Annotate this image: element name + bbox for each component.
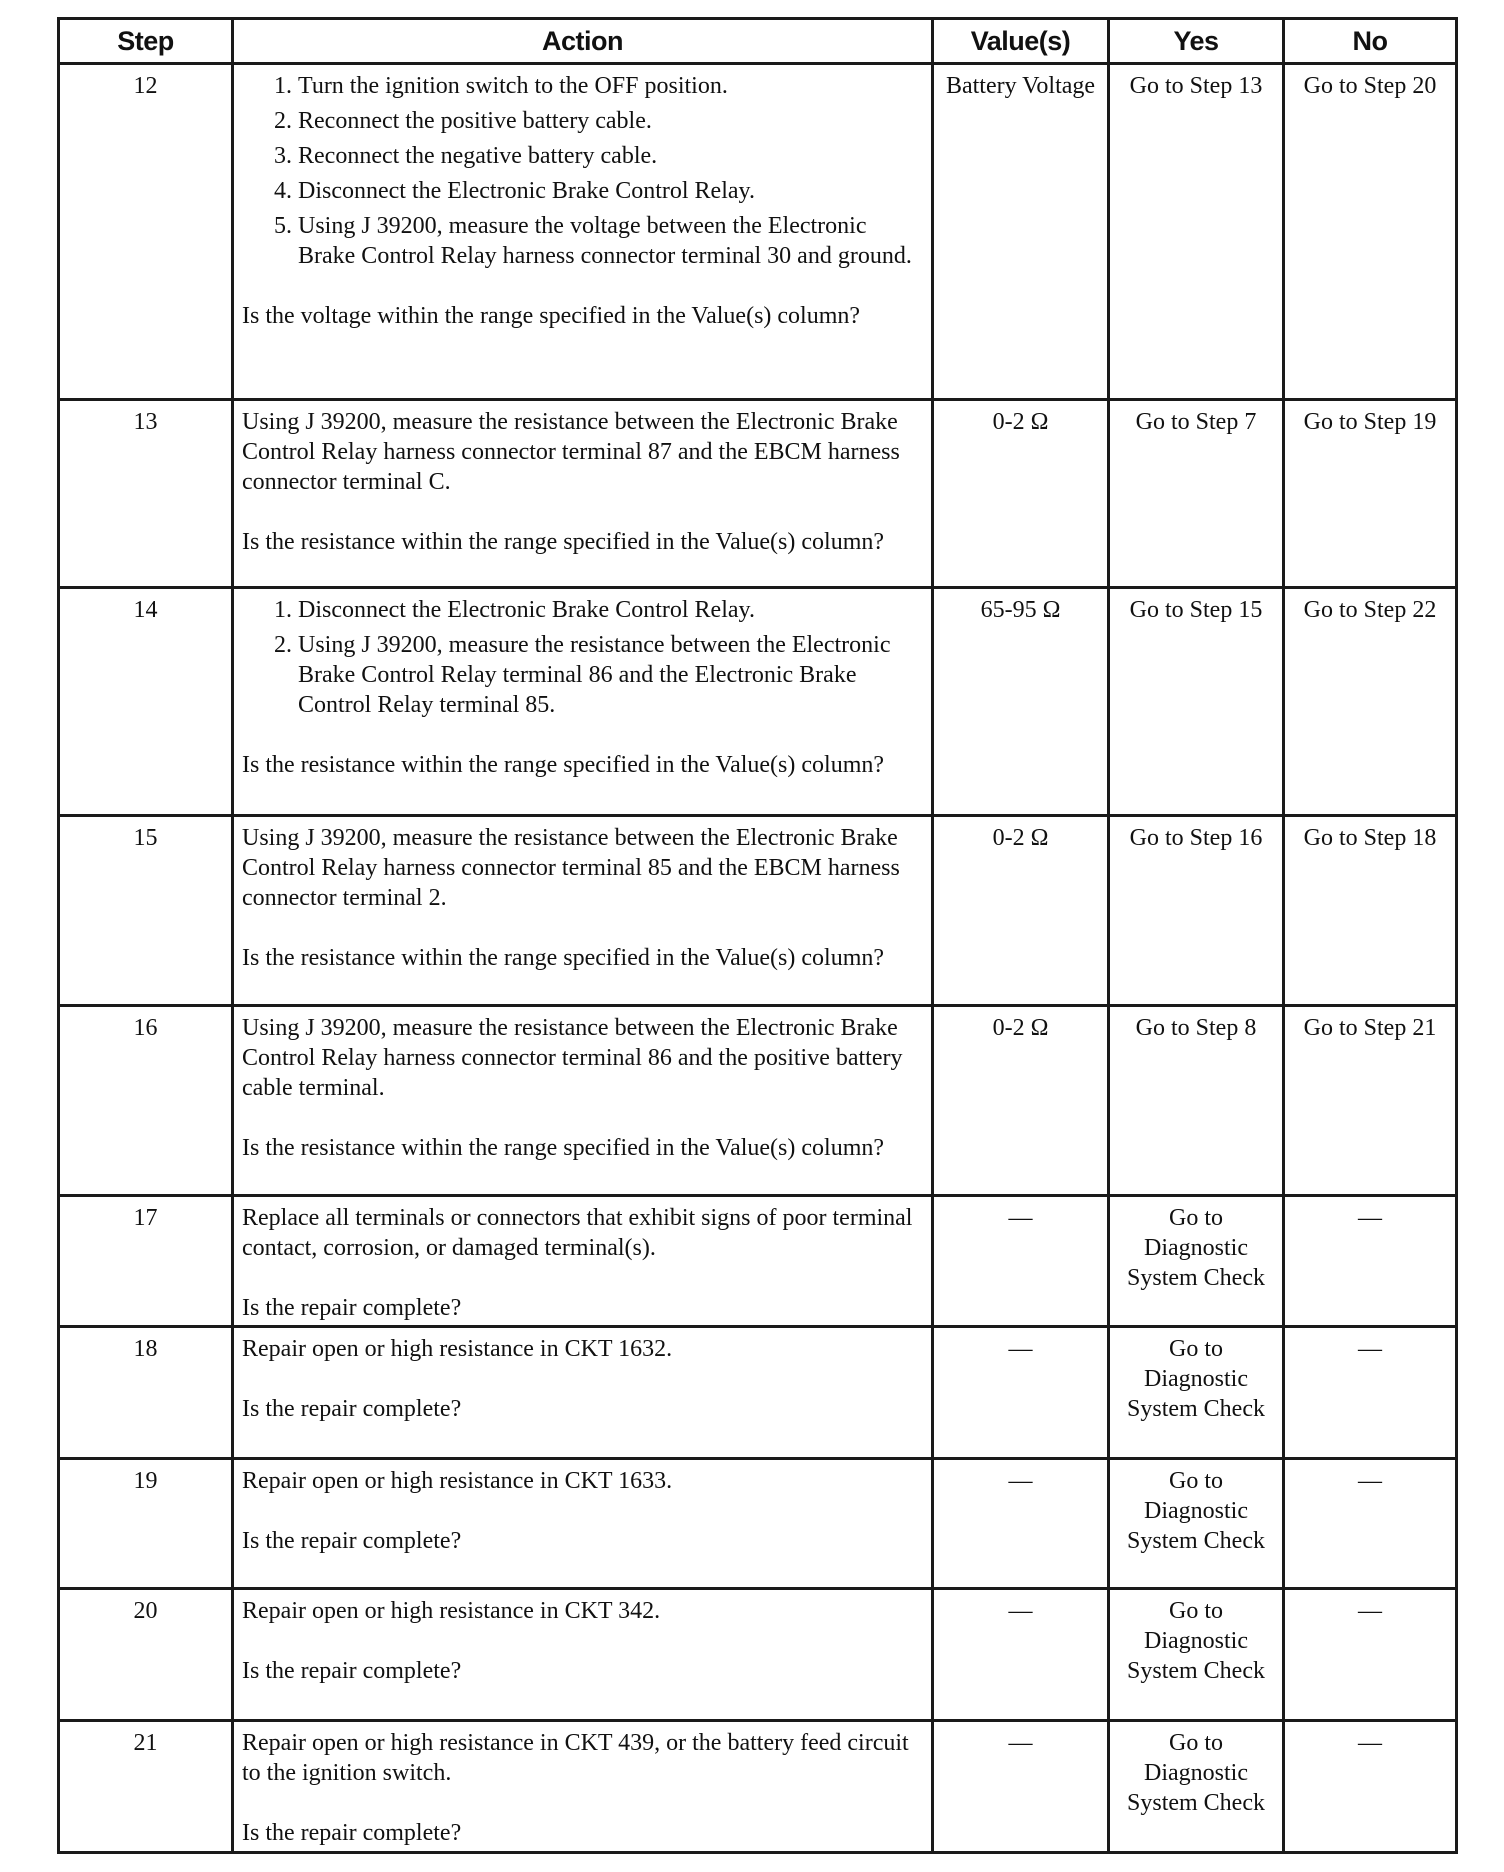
yes-cell: Go to Diagnostic System Check xyxy=(1109,1589,1284,1721)
action-text: Using J 39200, measure the resistance between the Electronic Brake Control Relay harness connector terminal 85 and the EBCM harness connector terminal 2. xyxy=(242,825,900,911)
action-cell xyxy=(233,1196,933,1327)
action-cell xyxy=(233,1327,933,1459)
step-number: 21 xyxy=(59,1721,233,1853)
action-question: Is the repair complete? xyxy=(242,1528,462,1554)
action-text: Using J 39200, measure the resistance between the Electronic Brake Control Relay harness connector terminal 87 and the EBCM harness connector terminal C. xyxy=(242,409,900,495)
header-no: No xyxy=(1284,19,1457,64)
value-cell: Battery Voltage xyxy=(933,64,1109,400)
action-question: Is the repair complete? xyxy=(242,1396,462,1422)
no-cell: Go to Step 21 xyxy=(1284,1006,1457,1196)
step-number: 16 xyxy=(59,1006,233,1196)
action-step: 2. Reconnect the positive battery cable. xyxy=(298,106,923,136)
action-step: 3. Reconnect the negative battery cable. xyxy=(298,141,923,171)
action-step: 5. Using J 39200, measure the voltage between the Electronic Brake Control Relay harness connector terminal 30 and ground. xyxy=(298,211,923,271)
action-question: Is the repair complete? xyxy=(242,1295,462,1321)
yes-cell: Go to Diagnostic System Check xyxy=(1109,1327,1284,1459)
yes-cell: Go to Diagnostic System Check xyxy=(1109,1196,1284,1327)
action-text: Repair open or high resistance in CKT 439, or the battery feed circuit to the ignition switch. xyxy=(242,1730,909,1786)
step-number: 13 xyxy=(59,400,233,588)
yes-cell: Go to Step 15 xyxy=(1109,588,1284,816)
table-row xyxy=(59,1459,1457,1589)
action-question: Is the resistance within the range specified in the Value(s) column? xyxy=(242,529,885,555)
table-row xyxy=(59,1327,1457,1459)
table-row xyxy=(59,400,1457,588)
no-cell: — xyxy=(1284,1459,1457,1589)
action-cell xyxy=(233,64,933,400)
action-question: Is the repair complete? xyxy=(242,1820,462,1846)
table-row xyxy=(59,1006,1457,1196)
action-question: Is the resistance within the range specified in the Value(s) column? xyxy=(242,752,885,778)
step-number: 17 xyxy=(59,1196,233,1327)
action-cell xyxy=(233,1589,933,1721)
action-step: 4. Disconnect the Electronic Brake Control Relay. xyxy=(298,176,923,206)
header-yes: Yes xyxy=(1109,19,1284,64)
no-cell: — xyxy=(1284,1327,1457,1459)
table-row xyxy=(59,1721,1457,1853)
no-cell: — xyxy=(1284,1589,1457,1721)
step-number: 19 xyxy=(59,1459,233,1589)
yes-cell: Go to Diagnostic System Check xyxy=(1109,1459,1284,1589)
action-cell xyxy=(233,1006,933,1196)
action-text: Repair open or high resistance in CKT 342. xyxy=(242,1598,661,1624)
action-text: Using J 39200, measure the resistance between the Electronic Brake Control Relay harness connector terminal 86 and the positive battery cable terminal. xyxy=(242,1015,903,1101)
action-cell xyxy=(233,1459,933,1589)
action-step: 1. Turn the ignition switch to the OFF position. xyxy=(298,71,923,101)
value-cell: — xyxy=(933,1196,1109,1327)
value-cell: 0-2 Ω xyxy=(933,400,1109,588)
action-cell xyxy=(233,1721,933,1853)
value-cell: — xyxy=(933,1459,1109,1589)
action-question: Is the repair complete? xyxy=(242,1658,462,1684)
step-number: 14 xyxy=(59,588,233,816)
no-cell: — xyxy=(1284,1196,1457,1327)
value-cell: 0-2 Ω xyxy=(933,1006,1109,1196)
action-step: 1. Disconnect the Electronic Brake Control Relay. xyxy=(298,595,923,625)
action-steps-list xyxy=(242,71,923,271)
step-number: 15 xyxy=(59,816,233,1006)
action-cell xyxy=(233,400,933,588)
yes-cell: Go to Step 16 xyxy=(1109,816,1284,1006)
action-text: Repair open or high resistance in CKT 1632. xyxy=(242,1336,673,1362)
value-cell: — xyxy=(933,1721,1109,1853)
action-cell xyxy=(233,816,933,1006)
diagnostic-table xyxy=(57,17,1458,1854)
value-cell: 65-95 Ω xyxy=(933,588,1109,816)
action-steps-list xyxy=(242,595,923,720)
action-question: Is the voltage within the range specified in the Value(s) column? xyxy=(242,303,861,329)
header-step: Step xyxy=(59,19,233,64)
step-number: 20 xyxy=(59,1589,233,1721)
action-text: Replace all terminals or connectors that exhibit signs of poor terminal contact, corrosion, or damaged terminal(s). xyxy=(242,1205,913,1261)
action-question: Is the resistance within the range specified in the Value(s) column? xyxy=(242,945,885,971)
table-header-row xyxy=(59,19,1457,64)
no-cell: Go to Step 22 xyxy=(1284,588,1457,816)
value-cell: 0-2 Ω xyxy=(933,816,1109,1006)
action-cell xyxy=(233,588,933,816)
table-row xyxy=(59,1196,1457,1327)
step-number: 12 xyxy=(59,64,233,400)
yes-cell: Go to Step 13 xyxy=(1109,64,1284,400)
value-cell: — xyxy=(933,1327,1109,1459)
action-text: Repair open or high resistance in CKT 1633. xyxy=(242,1468,673,1494)
yes-cell: Go to Step 8 xyxy=(1109,1006,1284,1196)
table-row xyxy=(59,588,1457,816)
no-cell: Go to Step 20 xyxy=(1284,64,1457,400)
yes-cell: Go to Step 7 xyxy=(1109,400,1284,588)
header-value: Value(s) xyxy=(933,19,1109,64)
no-cell: Go to Step 19 xyxy=(1284,400,1457,588)
table-row xyxy=(59,1589,1457,1721)
header-action: Action xyxy=(233,19,933,64)
no-cell: — xyxy=(1284,1721,1457,1853)
table-row xyxy=(59,816,1457,1006)
step-number: 18 xyxy=(59,1327,233,1459)
value-cell: — xyxy=(933,1589,1109,1721)
yes-cell: Go to Diagnostic System Check xyxy=(1109,1721,1284,1853)
action-step: 2. Using J 39200, measure the resistance between the Electronic Brake Control Relay terminal 86 and the Electronic Brake Control Relay terminal 85. xyxy=(298,630,923,720)
action-question: Is the resistance within the range specified in the Value(s) column? xyxy=(242,1135,885,1161)
no-cell: Go to Step 18 xyxy=(1284,816,1457,1006)
table-row xyxy=(59,64,1457,400)
